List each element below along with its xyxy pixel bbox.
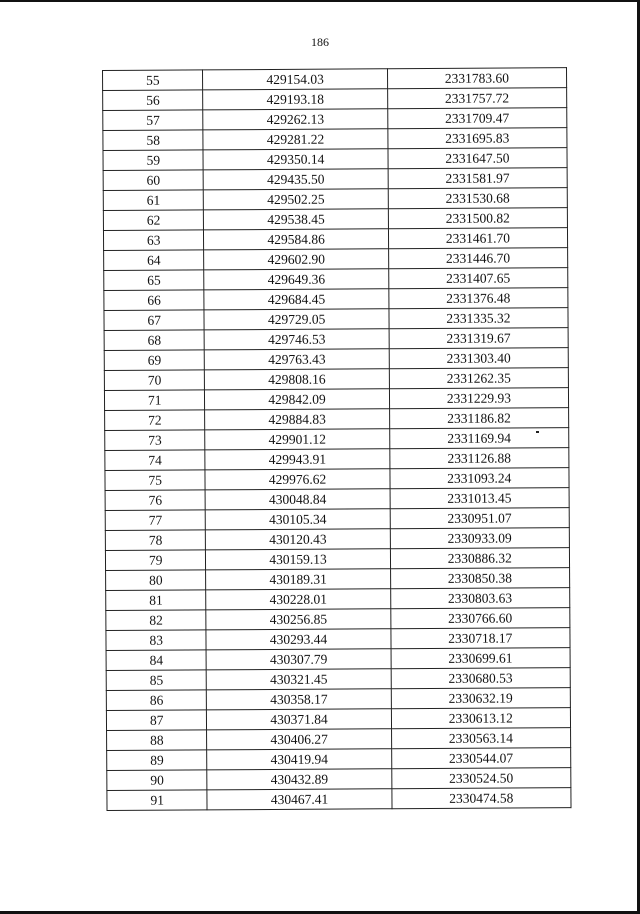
easting-cell: 430419.94 (207, 749, 391, 770)
point-number-cell: 56 (103, 90, 204, 111)
table-row (103, 228, 567, 251)
table-row (105, 408, 569, 431)
point-number-cell: 75 (105, 470, 206, 491)
northing-cell: 2331093.24 (390, 468, 569, 489)
table-row (104, 348, 568, 371)
northing-cell: 2330766.60 (390, 608, 569, 629)
easting-cell: 429281.22 (203, 129, 387, 150)
point-number-cell: 66 (104, 290, 205, 311)
easting-cell: 430256.85 (206, 609, 390, 630)
easting-cell: 429976.62 (205, 469, 389, 490)
point-number-cell: 55 (103, 70, 204, 91)
northing-cell: 2330850.38 (390, 568, 569, 589)
table-row (103, 108, 567, 131)
table-row (104, 288, 568, 311)
northing-cell: 2331303.40 (389, 348, 568, 369)
northing-cell: 2331446.70 (388, 248, 567, 269)
northing-cell: 2331530.68 (388, 188, 567, 209)
easting-cell: 429901.12 (205, 429, 389, 450)
northing-cell: 2331262.35 (389, 368, 568, 389)
stray-mark (536, 431, 539, 433)
point-number-cell: 86 (106, 690, 207, 711)
point-number-cell: 91 (107, 790, 208, 811)
easting-cell: 429584.86 (204, 229, 388, 250)
point-number-cell: 69 (104, 350, 205, 371)
table-row (106, 568, 570, 591)
easting-cell: 430432.89 (207, 769, 391, 790)
point-number-cell: 74 (105, 450, 206, 471)
table-row (103, 148, 567, 171)
northing-cell: 2331647.50 (388, 148, 567, 169)
easting-cell: 430406.27 (207, 729, 391, 750)
table-row (107, 748, 571, 771)
point-number-cell: 73 (105, 430, 206, 451)
northing-cell: 2330803.63 (390, 588, 569, 609)
northing-cell: 2331757.72 (387, 88, 566, 109)
point-number-cell: 82 (106, 610, 207, 631)
northing-cell: 2331709.47 (387, 108, 566, 129)
page-number: 186 (311, 35, 329, 49)
point-number-cell: 76 (105, 490, 206, 511)
point-number-cell: 57 (103, 110, 204, 131)
table-row (103, 88, 567, 111)
easting-cell: 429154.03 (203, 69, 387, 90)
easting-cell: 429602.90 (204, 249, 388, 270)
table-row (106, 688, 570, 711)
northing-cell: 2330718.17 (391, 628, 570, 649)
table-row (104, 388, 568, 411)
point-number-cell: 63 (103, 230, 204, 251)
point-number-cell: 80 (106, 570, 207, 591)
point-number-cell: 59 (103, 150, 204, 171)
northing-cell: 2331783.60 (387, 68, 566, 89)
easting-cell: 429193.18 (203, 89, 387, 110)
northing-cell: 2331169.94 (389, 428, 568, 449)
easting-cell: 430358.17 (207, 689, 391, 710)
point-number-cell: 58 (103, 130, 204, 151)
northing-cell: 2331461.70 (388, 228, 567, 249)
point-number-cell: 60 (103, 170, 204, 191)
easting-cell: 429684.45 (204, 289, 388, 310)
table-row (104, 248, 568, 271)
northing-cell: 2331335.32 (389, 308, 568, 329)
easting-cell: 430048.84 (206, 489, 390, 510)
table-row (105, 488, 569, 511)
northing-cell: 2330613.12 (391, 708, 570, 729)
easting-cell: 430105.34 (206, 509, 390, 530)
table-row (104, 368, 568, 391)
table-row (104, 328, 568, 351)
northing-cell: 2330474.58 (392, 788, 571, 809)
point-number-cell: 71 (104, 390, 205, 411)
point-number-cell: 70 (104, 370, 205, 391)
point-number-cell: 88 (107, 730, 208, 751)
easting-cell: 430307.79 (207, 649, 391, 670)
easting-cell: 430189.31 (206, 569, 390, 590)
point-number-cell: 64 (104, 250, 205, 271)
easting-cell: 430371.84 (207, 709, 391, 730)
table-row (107, 728, 571, 751)
northing-cell: 2330933.09 (390, 528, 569, 549)
point-number-cell: 78 (105, 530, 206, 551)
easting-cell: 430321.45 (207, 669, 391, 690)
northing-cell: 2330680.53 (391, 668, 570, 689)
table-row (106, 668, 570, 691)
table-row (103, 208, 567, 231)
table-row (103, 128, 567, 151)
northing-cell: 2330699.61 (391, 648, 570, 669)
easting-cell: 429649.36 (204, 269, 388, 290)
point-number-cell: 67 (104, 310, 205, 331)
easting-cell: 429763.43 (205, 349, 389, 370)
northing-cell: 2330886.32 (390, 548, 569, 569)
easting-cell: 429729.05 (204, 309, 388, 330)
easting-cell: 429538.45 (204, 209, 388, 230)
point-number-cell: 72 (105, 410, 206, 431)
table-row (106, 628, 570, 651)
table-row (105, 428, 569, 451)
northing-cell: 2330544.07 (391, 748, 570, 769)
easting-cell: 429262.13 (203, 109, 387, 130)
table-row (106, 588, 570, 611)
table-row (105, 468, 569, 491)
northing-cell: 2331186.82 (389, 408, 568, 429)
table-row (103, 68, 567, 91)
point-number-cell: 77 (105, 510, 206, 531)
northing-cell: 2330632.19 (391, 688, 570, 709)
easting-cell: 430293.44 (206, 629, 390, 650)
table-row (103, 168, 567, 191)
northing-cell: 2331407.65 (388, 268, 567, 289)
easting-cell: 429808.16 (205, 369, 389, 390)
northing-cell: 2331013.45 (390, 488, 569, 509)
easting-cell: 429435.50 (204, 169, 388, 190)
table-row (105, 548, 569, 571)
point-number-cell: 61 (103, 190, 204, 211)
point-number-cell: 65 (104, 270, 205, 291)
point-number-cell: 85 (106, 670, 207, 691)
point-number-cell: 79 (105, 550, 206, 571)
table-row (105, 448, 569, 471)
easting-cell: 429746.53 (205, 329, 389, 350)
northing-cell: 2331695.83 (388, 128, 567, 149)
table-row (103, 188, 567, 211)
table-row (104, 268, 568, 291)
northing-cell: 2331581.97 (388, 168, 567, 189)
northing-cell: 2331319.67 (389, 328, 568, 349)
point-number-cell: 87 (106, 710, 207, 731)
northing-cell: 2330524.50 (391, 768, 570, 789)
table-row (106, 708, 570, 731)
point-number-cell: 89 (107, 750, 208, 771)
table-row (104, 308, 568, 331)
northing-cell: 2330951.07 (390, 508, 569, 529)
point-number-cell: 62 (103, 210, 204, 231)
table-row (107, 768, 571, 791)
northing-cell: 2330563.14 (391, 728, 570, 749)
northing-cell: 2331229.93 (389, 388, 568, 409)
table-row (105, 528, 569, 551)
easting-cell: 429884.83 (205, 409, 389, 430)
page-border-top (0, 0, 640, 2)
coordinates-table-body (103, 68, 572, 811)
table-row (105, 508, 569, 531)
easting-cell: 430228.01 (206, 589, 390, 610)
northing-cell: 2331126.88 (390, 448, 569, 469)
point-number-cell: 83 (106, 630, 207, 651)
easting-cell: 429943.91 (205, 449, 389, 470)
coordinates-table (102, 67, 572, 811)
easting-cell: 430467.41 (207, 789, 391, 810)
table-row (106, 648, 570, 671)
point-number-cell: 81 (106, 590, 207, 611)
easting-cell: 429842.09 (205, 389, 389, 410)
table-row (106, 608, 570, 631)
table-row (107, 788, 571, 811)
point-number-cell: 90 (107, 770, 208, 791)
easting-cell: 429350.14 (203, 149, 387, 170)
easting-cell: 430120.43 (206, 529, 390, 550)
northing-cell: 2331376.48 (389, 288, 568, 309)
point-number-cell: 68 (104, 330, 205, 351)
point-number-cell: 84 (106, 650, 207, 671)
easting-cell: 430159.13 (206, 549, 390, 570)
easting-cell: 429502.25 (204, 189, 388, 210)
northing-cell: 2331500.82 (388, 208, 567, 229)
